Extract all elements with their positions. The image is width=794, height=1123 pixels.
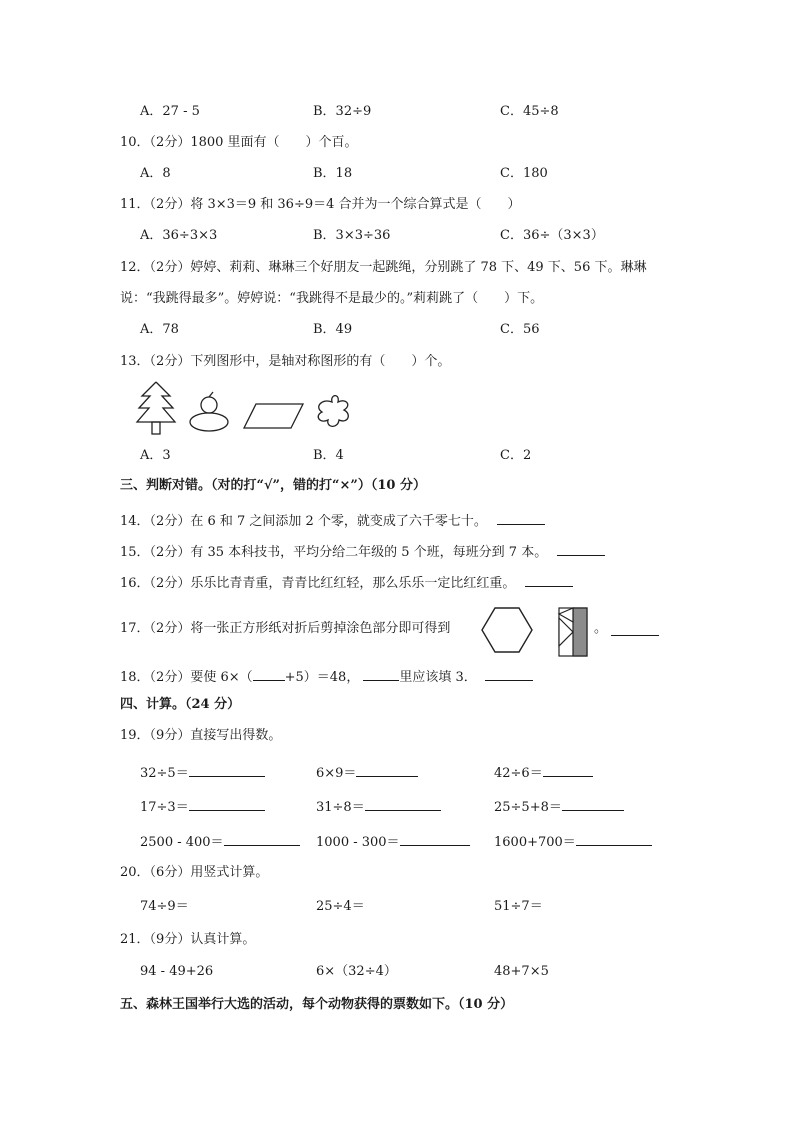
hexagon-icon: [482, 608, 532, 652]
q11-option-b: B．3×3÷36: [313, 228, 391, 243]
q15-answer-blank[interactable]: [557, 542, 605, 556]
q20-item: 25÷4＝: [316, 899, 365, 914]
q19-item: 1000 - 300＝: [316, 832, 470, 851]
q19-item: 42÷6＝: [494, 763, 593, 782]
q13-shapes: [134, 380, 374, 436]
q11-option-c: C．36÷（3×3）: [500, 228, 604, 243]
q18-text-part3: 里应该填 3．: [399, 670, 477, 685]
q19-item: 32÷5＝: [140, 763, 265, 782]
q17-answer-blank[interactable]: [611, 622, 659, 636]
answer-blank[interactable]: [543, 763, 593, 777]
q20-item: 51÷7＝: [494, 899, 543, 914]
answer-blank[interactable]: [189, 763, 265, 777]
q21-item: 6×（32÷4）: [316, 964, 397, 979]
q16-answer-blank[interactable]: [525, 573, 573, 587]
tree-icon: [137, 382, 175, 434]
section-4-heading: 四、计算。（24 分）: [120, 697, 241, 712]
q21-item: 48+7×5: [494, 964, 549, 979]
q10-option-b: B．18: [313, 166, 353, 181]
q12-option-c: C．56: [500, 322, 540, 337]
q10-option-a: A．8: [140, 166, 171, 181]
q21-text: 21．（9分）认真计算。: [120, 932, 256, 947]
folded-paper-icon: [559, 608, 587, 656]
q16-text: 16．（2分）乐乐比青青重，青青比红红轻，那么乐乐一定比红红重。: [120, 576, 516, 591]
q13-option-b: B．4: [313, 448, 344, 463]
answer-blank[interactable]: [576, 832, 652, 846]
q18-answer-blank[interactable]: [485, 667, 533, 681]
flower-icon: [318, 396, 348, 427]
q17-end-mark: 。: [594, 621, 608, 636]
answer-blank[interactable]: [189, 797, 265, 811]
q12-option-a: A．78: [140, 322, 179, 337]
q20-item: 74÷9＝: [140, 899, 189, 914]
q15-row: [120, 542, 605, 561]
q19-item: 1600+700＝: [494, 832, 652, 851]
q18-middle-blank[interactable]: [363, 667, 399, 681]
section-5-heading: 五、森林王国举行大选的活动，每个动物获得的票数如下。（10 分）: [120, 997, 514, 1012]
q15-text: 15．（2分）有 35 本科技书，平均分给二年级的 5 个班，每班分到 7 本。: [120, 545, 548, 560]
answer-blank[interactable]: [400, 832, 470, 846]
answer-blank[interactable]: [562, 797, 624, 811]
answer-blank[interactable]: [224, 832, 300, 846]
parallelogram-icon: [244, 404, 303, 428]
q18-row: [120, 667, 533, 686]
q16-row: [120, 573, 573, 592]
q12-text-line2: 说：“我跳得最多”。婷婷说：“我跳得不是最少的。”莉莉跳了（ ）下。: [120, 291, 544, 306]
q19-item: 31÷8＝: [316, 797, 441, 816]
q13-option-a: A．3: [140, 448, 171, 463]
q19-item: 6×9＝: [316, 763, 418, 782]
q13-option-c: C．2: [500, 448, 532, 463]
section-3-heading: 三、判断对错。（对的打“√”，错的打“×”）（10 分）: [120, 478, 426, 493]
answer-blank[interactable]: [356, 763, 418, 777]
q10-text: 10．（2分）1800 里面有（ ）个百。: [120, 135, 358, 150]
q9-option-c: C．45÷8: [500, 104, 559, 119]
q18-inner-blank[interactable]: [253, 667, 285, 681]
q17-text: 17．（2分）将一张正方形纸对折后剪掉涂色部分即可得到: [120, 621, 451, 636]
q19-text: 19．（9分）直接写出得数。: [120, 728, 282, 743]
q21-item: 94 - 49+26: [140, 964, 214, 979]
q14-answer-blank[interactable]: [497, 511, 545, 525]
q9-option-b: B．32÷9: [313, 104, 372, 119]
q19-item: 25÷5+8＝: [494, 797, 624, 816]
q14-row: [120, 511, 545, 530]
q17-shapes: [481, 606, 593, 658]
q18-text-part2: +5）＝48，: [284, 670, 360, 685]
q11-text: 11．（2分）将 3×3＝9 和 36÷9＝4 合并为一个综合算式是（ ）: [120, 197, 521, 212]
q18-text-part1: 18．（2分）要使 6×（: [120, 670, 253, 685]
q11-option-a: A．36÷3×3: [140, 228, 218, 243]
q13-text: 13．（2分）下列图形中，是轴对称图形的有（ ）个。: [120, 354, 451, 369]
q19-item: 17÷3＝: [140, 797, 265, 816]
gourd-icon: [190, 392, 228, 431]
q19-item: 2500 - 400＝: [140, 832, 300, 851]
answer-blank[interactable]: [365, 797, 441, 811]
q9-option-a: A．27 - 5: [140, 104, 200, 119]
q20-text: 20．（6分）用竖式计算。: [120, 865, 269, 880]
q12-text-line1: 12．（2分）婷婷、莉莉、琳琳三个好朋友一起跳绳，分别跳了 78 下、49 下、56 下。琳琳: [120, 260, 647, 275]
q10-option-c: C．180: [500, 166, 548, 181]
q12-option-b: B．49: [313, 322, 353, 337]
q14-text: 14．（2分）在 6 和 7 之间添加 2 个零，就变成了六千零七十。: [120, 514, 487, 529]
